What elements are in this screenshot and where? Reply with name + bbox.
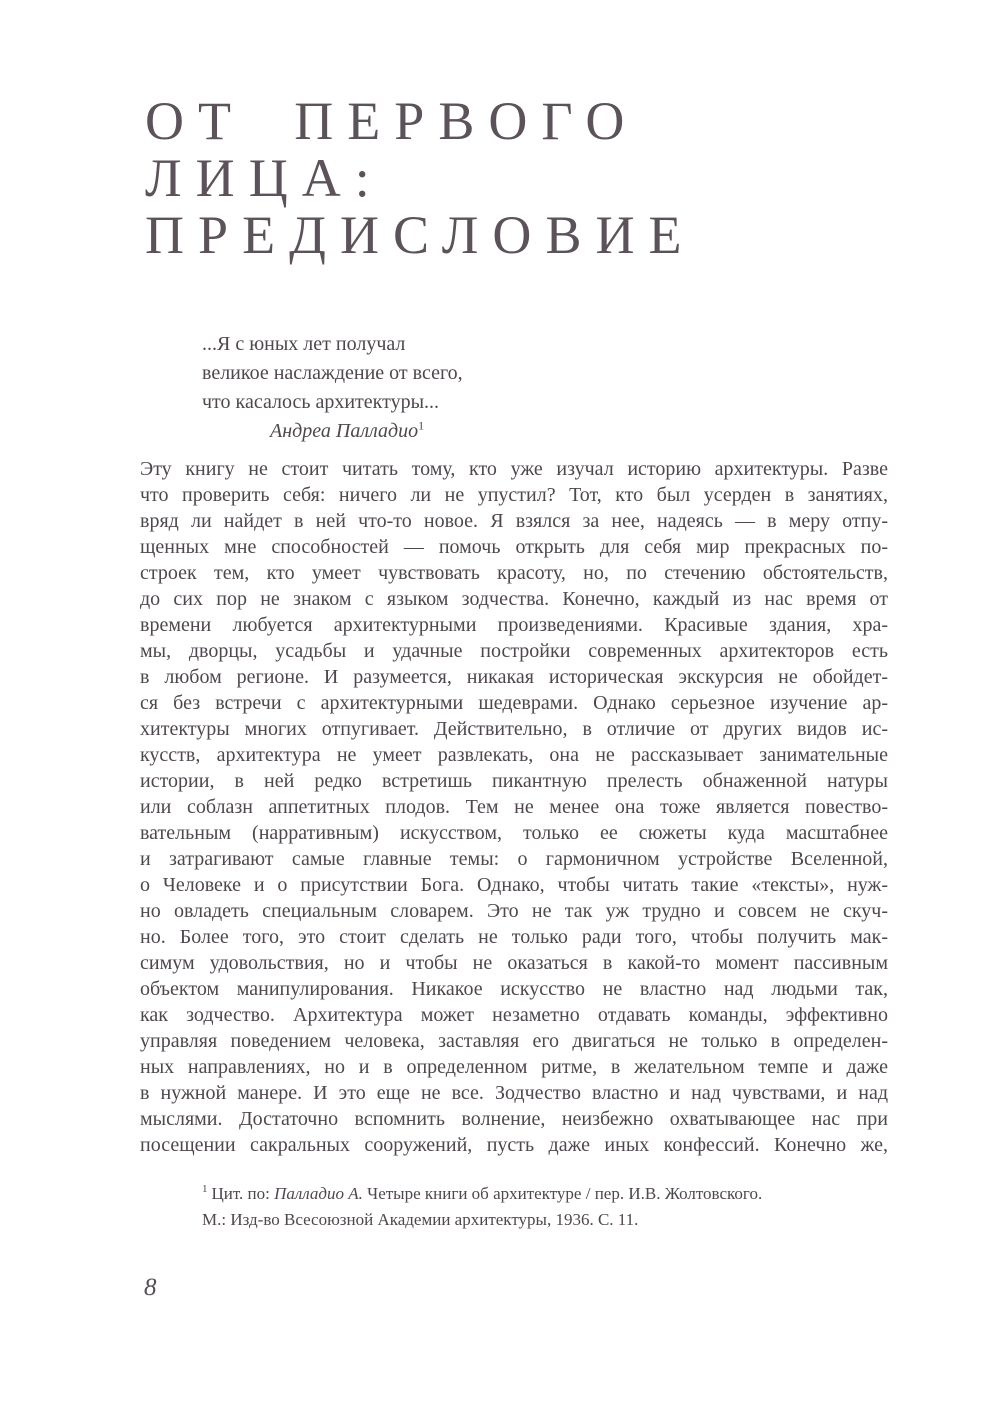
body-text-line: вательным (нарративным) искусством, только ее сюжеты куда масштабнее [140, 822, 888, 844]
body-text-line: вряд ли найдет в ней что-то новое. Я взялся за нее, надеясь — в меру отпу- [140, 510, 888, 532]
body-text-line: времени любуется архитектурными произведениями. Красивые здания, хра- [140, 614, 888, 636]
body-text-line: мыслями. Достаточно вспомнить волнение, неизбежно охватывающее нас при [140, 1108, 888, 1130]
body-text-line: ся без встречи с архитектурными шедеврами. Однако серьезное изучение ар- [140, 692, 888, 714]
body-text-line: но овладеть специальным словарем. Это не так уж трудно и совсем не скуч- [140, 900, 888, 922]
body-text-line: хитектуры многих отпугивает. Действительно, в отличие от других видов ис- [140, 718, 888, 740]
body-text-line: в нужной манере. И это еще не все. Зодчество властно и над чувствами, и над [140, 1082, 888, 1104]
epigraph-line: что касалось архитектуры... [202, 391, 440, 413]
body-text-line: строек тем, кто умеет чувствовать красоту, но, по стечению обстоятельств, [140, 562, 888, 584]
footnote-line-2: М.: Изд-во Всесоюзной Академии архитектуры, 1936. С. 11. [202, 1210, 639, 1229]
page-number: 8 [144, 1274, 157, 1301]
body-text-line: кусств, архитектура не умеет развлекать, она не рассказывает занимательные [140, 744, 888, 766]
footnote-text-pre: Цит. по: [211, 1184, 275, 1203]
chapter-title-line: ПРЕДИСЛОВИЕ [145, 205, 696, 265]
body-text-line: управляя поведением человека, заставляя его двигаться не только в определен- [140, 1030, 888, 1052]
footnote-line-1 [202, 1181, 878, 1207]
body-text-line: Эту книгу не стоит читать тому, кто уже изучал историю архитектуры. Разве [140, 458, 888, 480]
footnote-reference-mark: 1 [418, 418, 425, 433]
body-text-line: но. Более того, это стоит сделать не только ради того, чтобы получить мак- [140, 926, 888, 948]
epigraph-attribution [270, 417, 463, 446]
body-text [140, 456, 888, 1158]
footnote-cited-author: Палладио А. [274, 1184, 363, 1203]
body-text-line: или соблазн аппетитных плодов. Тем не менее она тоже является повество- [140, 796, 888, 818]
epigraph-line: великое наслаждение от всего, [202, 362, 463, 384]
chapter-title-line: ЛИЦА: [145, 148, 384, 208]
footnote-text-post: Четыре книги об архитектуре / пер. И.В. Жолтовского. [362, 1184, 763, 1203]
body-text-line: и затрагивают самые главные темы: о гармоничном устройстве Вселенной, [140, 848, 888, 870]
footnote-mark: 1 [202, 1183, 208, 1196]
body-text-line: до сих пор не знаком с языком зодчества. Конечно, каждый из нас время от [140, 588, 888, 610]
epigraph [202, 330, 463, 446]
body-text-line: мы, дворцы, усадьбы и удачные постройки современных архитекторов есть [140, 640, 888, 662]
body-text-line: посещении сакральных сооружений, пусть даже иных конфессий. Конечно же, [140, 1134, 888, 1156]
epigraph-line: ...Я с юных лет получал [202, 333, 406, 355]
body-text-line: ных направлениях, но и в определенном ритме, в желательном темпе и даже [140, 1056, 888, 1078]
chapter-title [145, 93, 696, 264]
body-text-line: симум удовольствия, но и чтобы не оказаться в какой-то момент пассивным [140, 952, 888, 974]
body-text-line: щенных мне способностей — помочь открыть для себя мир прекрасных по- [140, 536, 888, 558]
body-text-line: объектом манипулирования. Никакое искусство не властно над людьми так, [140, 978, 888, 1000]
chapter-title-line: ОТ ПЕРВОГО [145, 91, 639, 151]
body-text-line: в любом регионе. И разумеется, никакая историческая экскурсия не обойдет- [140, 666, 888, 688]
epigraph-quote [202, 330, 463, 417]
footnote [202, 1181, 878, 1233]
body-text-line: о Человеке и о присутствии Бога. Однако, чтобы читать такие «тексты», нуж- [140, 874, 888, 896]
body-text-line: что проверить себя: ничего ли не упустил? Тот, кто был усерден в занятиях, [140, 484, 888, 506]
body-text-line: истории, в ней редко встретишь пикантную прелесть обнаженной натуры [140, 770, 888, 792]
epigraph-author: Андреа Палладио [270, 420, 419, 442]
body-text-line: как зодчество. Архитектура может незаметно отдавать команды, эффективно [140, 1004, 888, 1026]
